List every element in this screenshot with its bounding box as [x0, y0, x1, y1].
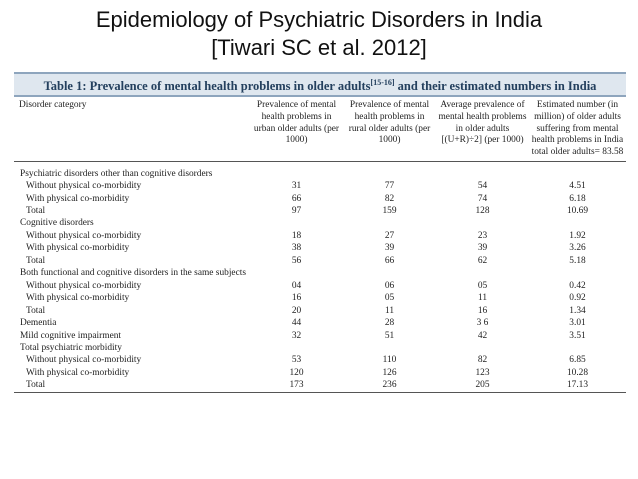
table-row — [14, 379, 626, 392]
estimated-number-cell: 3.26 — [569, 243, 586, 254]
estimated-number-cell: 0.42 — [569, 280, 586, 291]
table-row — [14, 267, 626, 279]
row-label: Mild cognitive impairment — [20, 330, 122, 341]
table-row — [14, 305, 626, 317]
estimated-number-cell: 17.13 — [529, 379, 626, 392]
urban-value-cell: 38 — [291, 243, 302, 254]
rural-value-cell: 51 — [384, 330, 395, 341]
rural-value-cell: 06 — [384, 280, 395, 291]
urban-value-cell: 44 — [291, 318, 302, 329]
row-label: Total psychiatric morbidity — [20, 343, 122, 354]
rural-value-cell — [343, 217, 436, 229]
slide-title — [0, 6, 638, 62]
table-row — [14, 292, 626, 304]
table-row — [14, 367, 626, 379]
estimated-number-cell: 4.51 — [569, 181, 586, 192]
row-label: With physical co-morbidity — [26, 367, 130, 378]
rural-value-cell: 82 — [384, 193, 395, 204]
rural-value-cell: 05 — [384, 293, 395, 304]
estimated-number-cell: 6.18 — [569, 193, 586, 204]
table-caption — [14, 72, 626, 97]
table-caption-text-end: and their estimated numbers in India — [394, 79, 597, 94]
urban-value-cell: 32 — [291, 330, 302, 341]
table-row — [14, 342, 626, 354]
estimated-number-cell: 5.18 — [569, 255, 586, 266]
average-value-cell — [436, 267, 529, 279]
rural-value-cell — [343, 342, 436, 354]
table-row — [14, 193, 626, 205]
estimated-number-cell: 10.69 — [566, 206, 589, 217]
column-header-average-prevalence: Average prevalence of mental health problems in older adults [(U+R)÷2] (per 1000) — [438, 100, 527, 146]
table-row — [14, 230, 626, 242]
urban-value-cell: 20 — [291, 305, 302, 316]
urban-value-cell: 04 — [291, 280, 302, 291]
table-row — [14, 242, 626, 254]
average-value-cell: 3 6 — [476, 318, 489, 329]
average-value-cell — [436, 217, 529, 229]
row-label: Total — [26, 255, 46, 266]
average-value-cell: 11 — [477, 293, 488, 304]
rural-value-cell: 159 — [382, 206, 397, 217]
rural-value-cell: 77 — [384, 181, 395, 192]
prevalence-table — [14, 97, 626, 393]
table-row — [14, 280, 626, 292]
rural-value-cell: 126 — [382, 367, 397, 378]
row-label: Cognitive disorders — [20, 218, 94, 229]
column-header-estimated-number: Estimated number (in million) of older adults suffering from mental health problems in India total older adults= 83.58 — [531, 100, 624, 157]
row-label: Both functional and cognitive disorders in the same subjects — [20, 268, 246, 279]
row-label: Without physical co-morbidity — [26, 230, 142, 241]
table-row — [14, 354, 626, 366]
table-row — [14, 330, 626, 342]
urban-value-cell: 97 — [291, 206, 302, 217]
urban-value-cell — [250, 267, 343, 279]
table-header-row — [14, 97, 626, 161]
average-value-cell: 82 — [477, 355, 488, 366]
urban-value-cell: 120 — [289, 367, 304, 378]
average-value-cell: 62 — [477, 255, 488, 266]
table-row — [14, 255, 626, 267]
average-value-cell: 16 — [477, 305, 488, 316]
rural-value-cell: 27 — [384, 230, 395, 241]
estimated-number-cell: 10.28 — [566, 367, 589, 378]
rural-value-cell: 66 — [384, 255, 395, 266]
table-row — [14, 205, 626, 217]
estimated-number-cell — [529, 342, 626, 354]
row-label: With physical co-morbidity — [26, 293, 130, 304]
urban-value-cell: 173 — [250, 379, 343, 392]
column-header-disorder-category: Disorder category — [19, 100, 87, 111]
urban-value-cell: 53 — [291, 355, 302, 366]
rural-value-cell: 39 — [384, 243, 395, 254]
estimated-number-cell: 3.51 — [569, 330, 586, 341]
row-label: With physical co-morbidity — [26, 193, 130, 204]
column-header-urban-prevalence: Prevalence of mental health problems in urban older adults (per 1000) — [253, 100, 340, 146]
average-value-cell: 123 — [475, 367, 490, 378]
prevalence-table-panel — [14, 72, 626, 393]
table-caption-text: Table 1: Prevalence of mental health problems in older adults — [43, 79, 371, 94]
average-value-cell: 39 — [477, 243, 488, 254]
rural-value-cell: 110 — [382, 355, 397, 366]
column-header-rural-prevalence: Prevalence of mental health problems in rural older adults (per 1000) — [348, 100, 431, 146]
estimated-number-cell: 6.85 — [569, 355, 586, 366]
average-value-cell: 05 — [477, 280, 488, 291]
average-value-cell: 23 — [477, 230, 488, 241]
estimated-number-cell — [529, 267, 626, 279]
rural-value-cell: 11 — [384, 305, 395, 316]
row-label: With physical co-morbidity — [26, 243, 130, 254]
table-row — [14, 180, 626, 192]
row-label: Without physical co-morbidity — [26, 280, 142, 291]
rural-value-cell — [343, 267, 436, 279]
estimated-number-cell — [529, 168, 626, 180]
slide-title-line-1: Epidemiology of Psychiatric Disorders in India — [95, 7, 543, 32]
row-label: Total — [26, 206, 46, 217]
urban-value-cell: 18 — [291, 230, 302, 241]
table-row — [14, 217, 626, 229]
average-value-cell: 74 — [477, 193, 488, 204]
average-value-cell — [436, 342, 529, 354]
urban-value-cell — [250, 168, 343, 180]
table-body — [14, 161, 626, 392]
row-label: Without physical co-morbidity — [26, 355, 142, 366]
urban-value-cell: 66 — [291, 193, 302, 204]
estimated-number-cell: 3.01 — [569, 318, 586, 329]
average-value-cell: 54 — [477, 181, 488, 192]
urban-value-cell: 56 — [291, 255, 302, 266]
slide-title-line-2: [Tiwari SC et al. 2012] — [211, 35, 427, 60]
rural-value-cell: 236 — [343, 379, 436, 392]
row-label: Total — [14, 379, 250, 392]
average-value-cell — [436, 168, 529, 180]
average-value-cell: 205 — [436, 379, 529, 392]
row-label: Dementia — [20, 318, 57, 329]
table-row — [14, 317, 626, 329]
rural-value-cell — [343, 168, 436, 180]
row-label: Without physical co-morbidity — [26, 181, 142, 192]
table-row — [14, 168, 626, 180]
rural-value-cell: 28 — [384, 318, 395, 329]
urban-value-cell: 16 — [291, 293, 302, 304]
estimated-number-cell: 1.34 — [569, 305, 586, 316]
estimated-number-cell: 0.92 — [569, 293, 586, 304]
estimated-number-cell — [529, 217, 626, 229]
average-value-cell: 128 — [475, 206, 490, 217]
table-caption-reference: [15-16] — [370, 78, 395, 87]
average-value-cell: 42 — [477, 330, 488, 341]
row-label: Psychiatric disorders other than cognitive disorders — [20, 168, 213, 179]
urban-value-cell — [250, 217, 343, 229]
urban-value-cell: 31 — [291, 181, 302, 192]
row-label: Total — [26, 305, 46, 316]
urban-value-cell — [250, 342, 343, 354]
estimated-number-cell: 1.92 — [569, 230, 586, 241]
